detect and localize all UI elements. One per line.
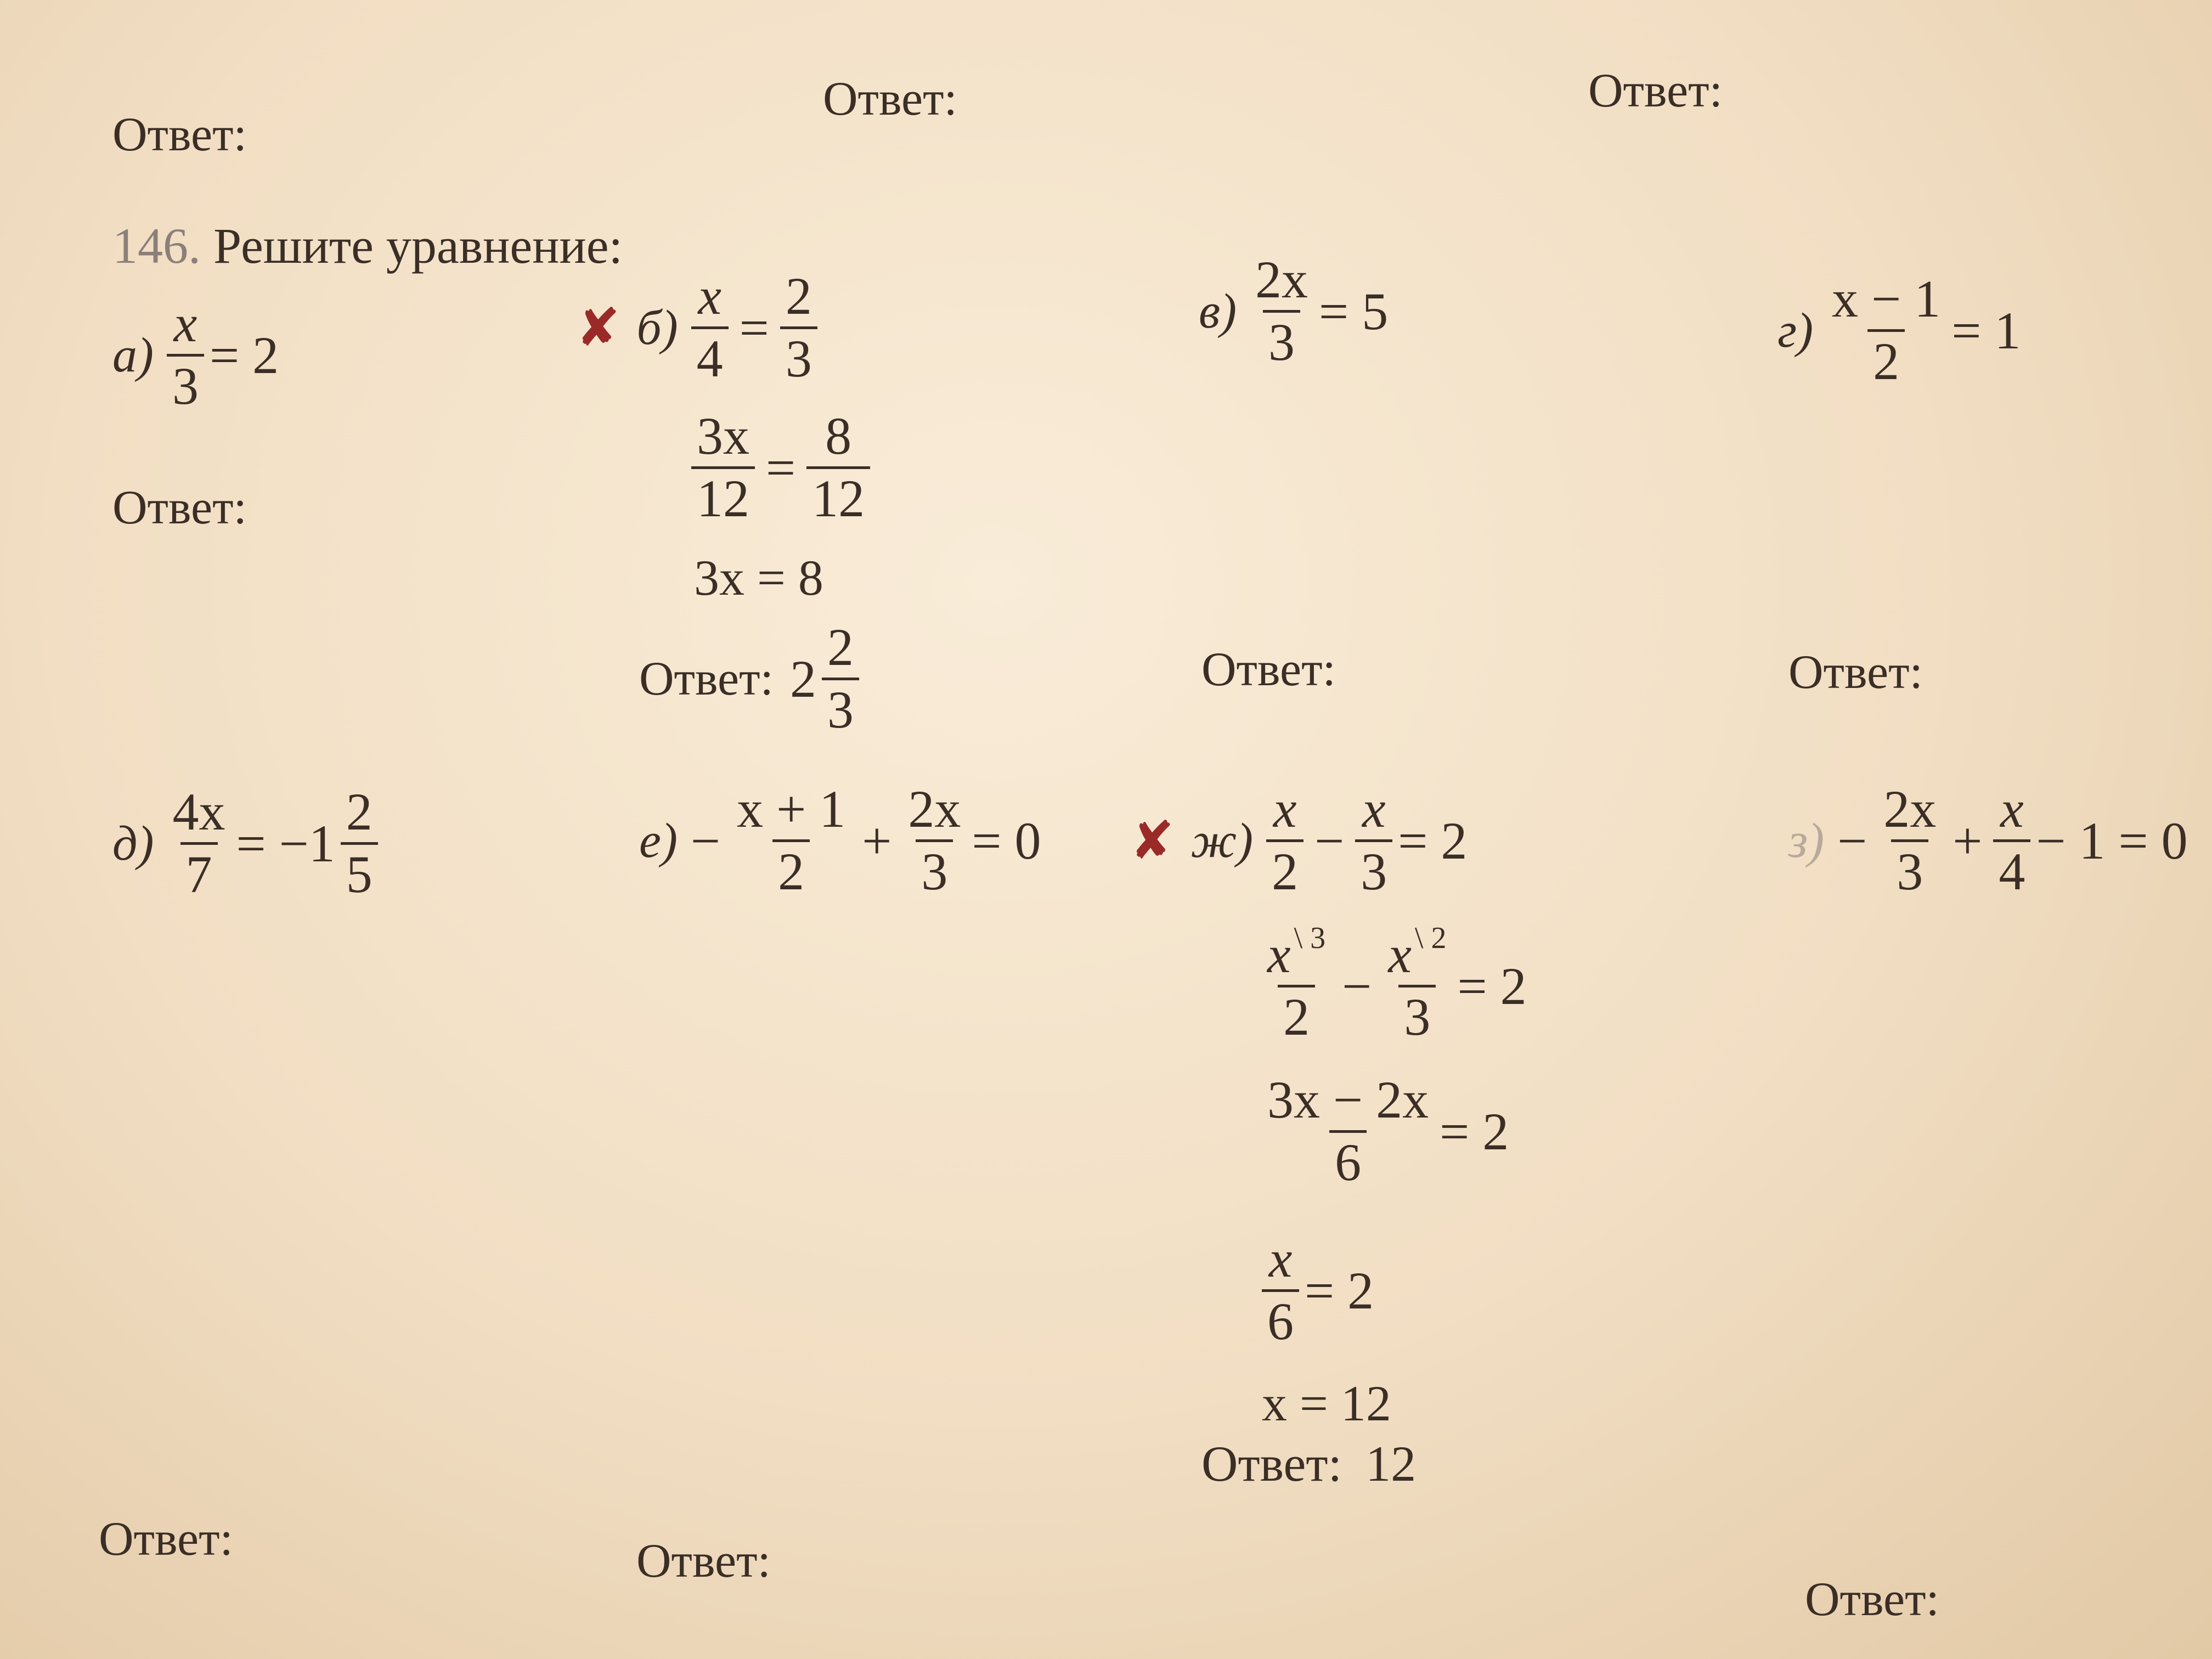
answer-value: 12 [1365, 1436, 1417, 1492]
rhs: = 2 [209, 325, 279, 385]
answer-label-top-middle: Ответ: [823, 72, 958, 126]
problem-number: 146. [112, 218, 201, 274]
rhs: = 5 [1319, 281, 1389, 341]
answer-whole: 2 [790, 649, 817, 708]
rhs: = −1 [236, 814, 335, 873]
answer-label: Ответ: [1201, 1436, 1342, 1492]
cross-mark-icon: ✘ [576, 297, 620, 359]
answer-b: Ответ: 2 $\frac{2}{3}$ [639, 620, 865, 738]
work-b-step-2: 3x = 8 [694, 550, 823, 606]
work-zh-step-3: $\frac{x}{6}$ = 2 [1256, 1232, 1374, 1350]
answer-label: Ответ: [639, 652, 774, 706]
label-zh: ж) [1190, 813, 1254, 868]
work-zh-step-1: $\frac{x ^{\backslash 3}}{2}$ − $\frac{x ^{\backslash 2}}{3}$ = 2 [1267, 921, 1527, 1046]
problem-title: Решите уравнение: [213, 218, 623, 274]
rhs: = 2 [1398, 811, 1468, 870]
answer-label-d: Ответ: [99, 1513, 234, 1566]
equation-v: в) $\frac{2x}{3}$ = 5 [1199, 250, 1389, 371]
label-v: в) [1199, 284, 1237, 338]
equation-zh: ✘ ж) $\frac{x}{2}$ − $\frac{x}{3}$ = 2 [1130, 780, 1468, 901]
equation-e: е) − $\frac{x + 1}{2}$ + $\frac{2x}{3}$ = 0 [639, 780, 1041, 901]
label-b: б) [636, 300, 678, 355]
work-b-step-1: $\frac{3x}{12}$ = $\frac{8}{12}$ [686, 409, 876, 527]
answer-label-top-left: Ответ: [112, 108, 247, 161]
answer-label-e: Ответ: [636, 1534, 771, 1588]
answer-label-top-right: Ответ: [1588, 64, 1723, 117]
cross-mark-icon: ✘ [1130, 810, 1175, 872]
label-a: а) [112, 328, 154, 382]
answer-label-a: Ответ: [112, 481, 247, 534]
label-e: е) [639, 813, 678, 868]
rhs: = 0 [972, 811, 1041, 870]
answer-label-g: Ответ: [1788, 646, 1923, 699]
answer-label-v: Ответ: [1201, 643, 1336, 696]
label-g: г) [1778, 303, 1814, 358]
equation-b: ✘ б) $\frac{x}{4}$ = $\frac{2}{3}$ [576, 269, 823, 387]
work-zh-step-2: $\frac{3x - 2x}{6}$ = 2 [1267, 1070, 1509, 1192]
equation-d: д) $\frac{4x}{7}$ = −1 $\frac{2}{5}$ [112, 785, 383, 902]
problem-heading [112, 217, 623, 275]
rhs: = 1 [1951, 301, 2021, 360]
rhs: − 1 = 0 [2036, 811, 2188, 870]
fraction: $\frac{x}{3}$ [167, 296, 204, 414]
label-d: д) [112, 816, 154, 871]
answer-label-z: Ответ: [1805, 1573, 1940, 1626]
work-zh-step-4: x = 12 [1262, 1375, 1391, 1431]
equation-a [112, 296, 279, 414]
equation-g: г) $\frac{x - 1}{2}$ = 1 [1778, 269, 2021, 391]
label-z: з) [1788, 813, 1825, 868]
equation-z: з) − $\frac{2x}{3}$ + $\frac{x}{4}$ − 1 = 0 [1788, 780, 2188, 901]
answer-zh [1201, 1435, 1416, 1493]
